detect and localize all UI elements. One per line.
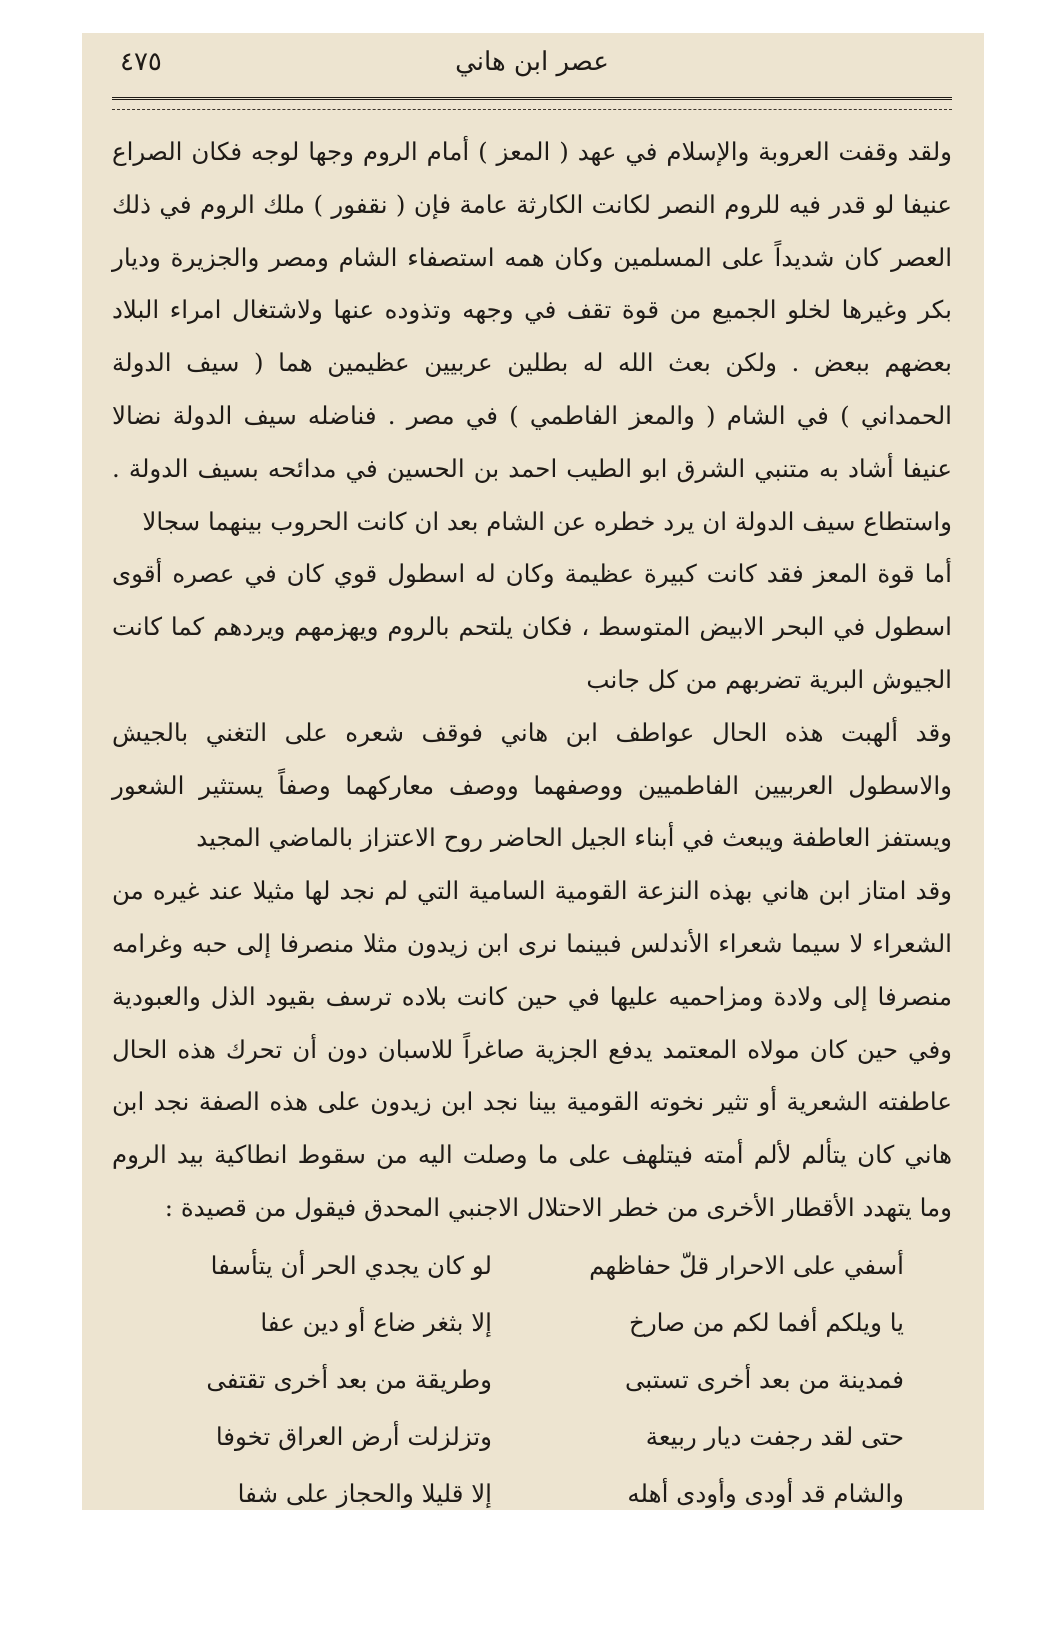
verse-second-hemistich: إلا قليلا والحجاز على شفا (237, 1478, 492, 1508)
verse-second-hemistich: إلا بثغر ضاع أو دين عفا (260, 1307, 492, 1337)
verse-second-hemistich: لو كان يجدي الحر أن يتأسفا (210, 1250, 492, 1280)
verse-first-hemistich: يا ويلكم أفما لكم من صارخ (629, 1307, 904, 1337)
poem-verse (112, 1465, 952, 1522)
paragraph: ولقد وقفت العروبة والإسلام في عهد ( المعز ) أمام الروم وجها لوجه فكان الصراع عنيفا لو قدر فيه للروم النصر لكانت الكارثة عامة فإن ( نقفور ) ملك الروم في ذلك العصر كان شديداً على المسلمين وكان همه استصفاء الشام ومصر والجزيرة وديار بكر وغيرها لخلو الجميع من قوة تقف في وجهه وتذوده عنها ولاشتغال امراء البلاد بعضهم ببعض . ولكن بعث الله له بطلين عربيين عظيمين هما ( سيف الدولة الحمداني ) في الشام ( والمعز الفاطمي ) في مصر . فناضله سيف الدولة نضالا عنيفا أشاد به متنبي الشرق ابو الطيب احمد بن الحسين في مدائحه بسيف الدولة . واستطاع سيف الدولة ان يرد خطره عن الشام بعد ان كانت الحروب بينهما سجالا (112, 137, 952, 536)
verse-second-hemistich: وطريقة من بعد أخرى تقتفى (206, 1364, 492, 1394)
verse-first-hemistich: فمدينة من بعد أخرى تستبى (624, 1364, 904, 1394)
verse-first-hemistich: والشام قد أودى وأودى أهله (627, 1478, 904, 1508)
poem (112, 1237, 952, 1522)
poem-verse (112, 1351, 952, 1408)
paragraph: وقد ألهبت هذه الحال عواطف ابن هاني فوقف شعره على التغني بالجيش والاسطول العربيين الفاطميين ووصفهما ووصف معاركهما وصفاً يستثير الشعور ويستفز العاطفة ويبعث في أبناء الجيل الحاضر روح الاعتزاز بالماضي المجيد (112, 717, 952, 853)
book-page (82, 33, 984, 1510)
paragraph: أما قوة المعز فقد كانت كبيرة عظيمة وكان له اسطول قوي كان في عصره أقوى اسطول في البحر الابيض المتوسط ، فكان يلتحم بالروم ويهزمهم ويردهم كما كانت الجيوش البرية تضربهم من كل جانب (112, 559, 952, 694)
header-rule (112, 97, 952, 110)
body-text (112, 126, 952, 1235)
page-number: ٤٧٥ (120, 47, 162, 77)
paragraph: وقد امتاز ابن هاني بهذه النزعة القومية السامية التي لم نجد لها مثيلا عند غيره من الشعراء لا سيما شعراء الأندلس فبينما نرى ابن زيدون مثلا منصرفا إلى حبه وغرامه منصرفا إلى ولادة ومزاحميه عليها في حين كانت بلاده ترسف بقيود الذل والعبودية وفي حين كان مولاه المعتمد يدفع الجزية صاغراً للاسبان دون أن تحرك هذه الحال عاطفته الشعرية أو تثير نخوته القومية بينا نجد ابن زيدون على هذه الصفة نجد ابن هاني كان يتألم لألم أمته فيتلهف على ما وصلت اليه من سقوط انطاكية بيد الروم وما يتهدد الأقطار الأخرى من خطر الاحتلال الاجنبي المحدق فيقول من قصيدة : (112, 876, 952, 1222)
verse-first-hemistich: حتى لقد رجفت ديار ربيعة (645, 1421, 904, 1451)
running-title: عصر ابن هاني (455, 47, 609, 77)
poem-verse (112, 1237, 952, 1294)
poem-verse (112, 1408, 952, 1465)
running-header (112, 33, 952, 95)
verse-first-hemistich: أسفي على الاحرار قلّ حفاظهم (589, 1250, 904, 1280)
poem-verse (112, 1294, 952, 1351)
verse-second-hemistich: وتزلزلت أرض العراق تخوفا (215, 1421, 492, 1451)
